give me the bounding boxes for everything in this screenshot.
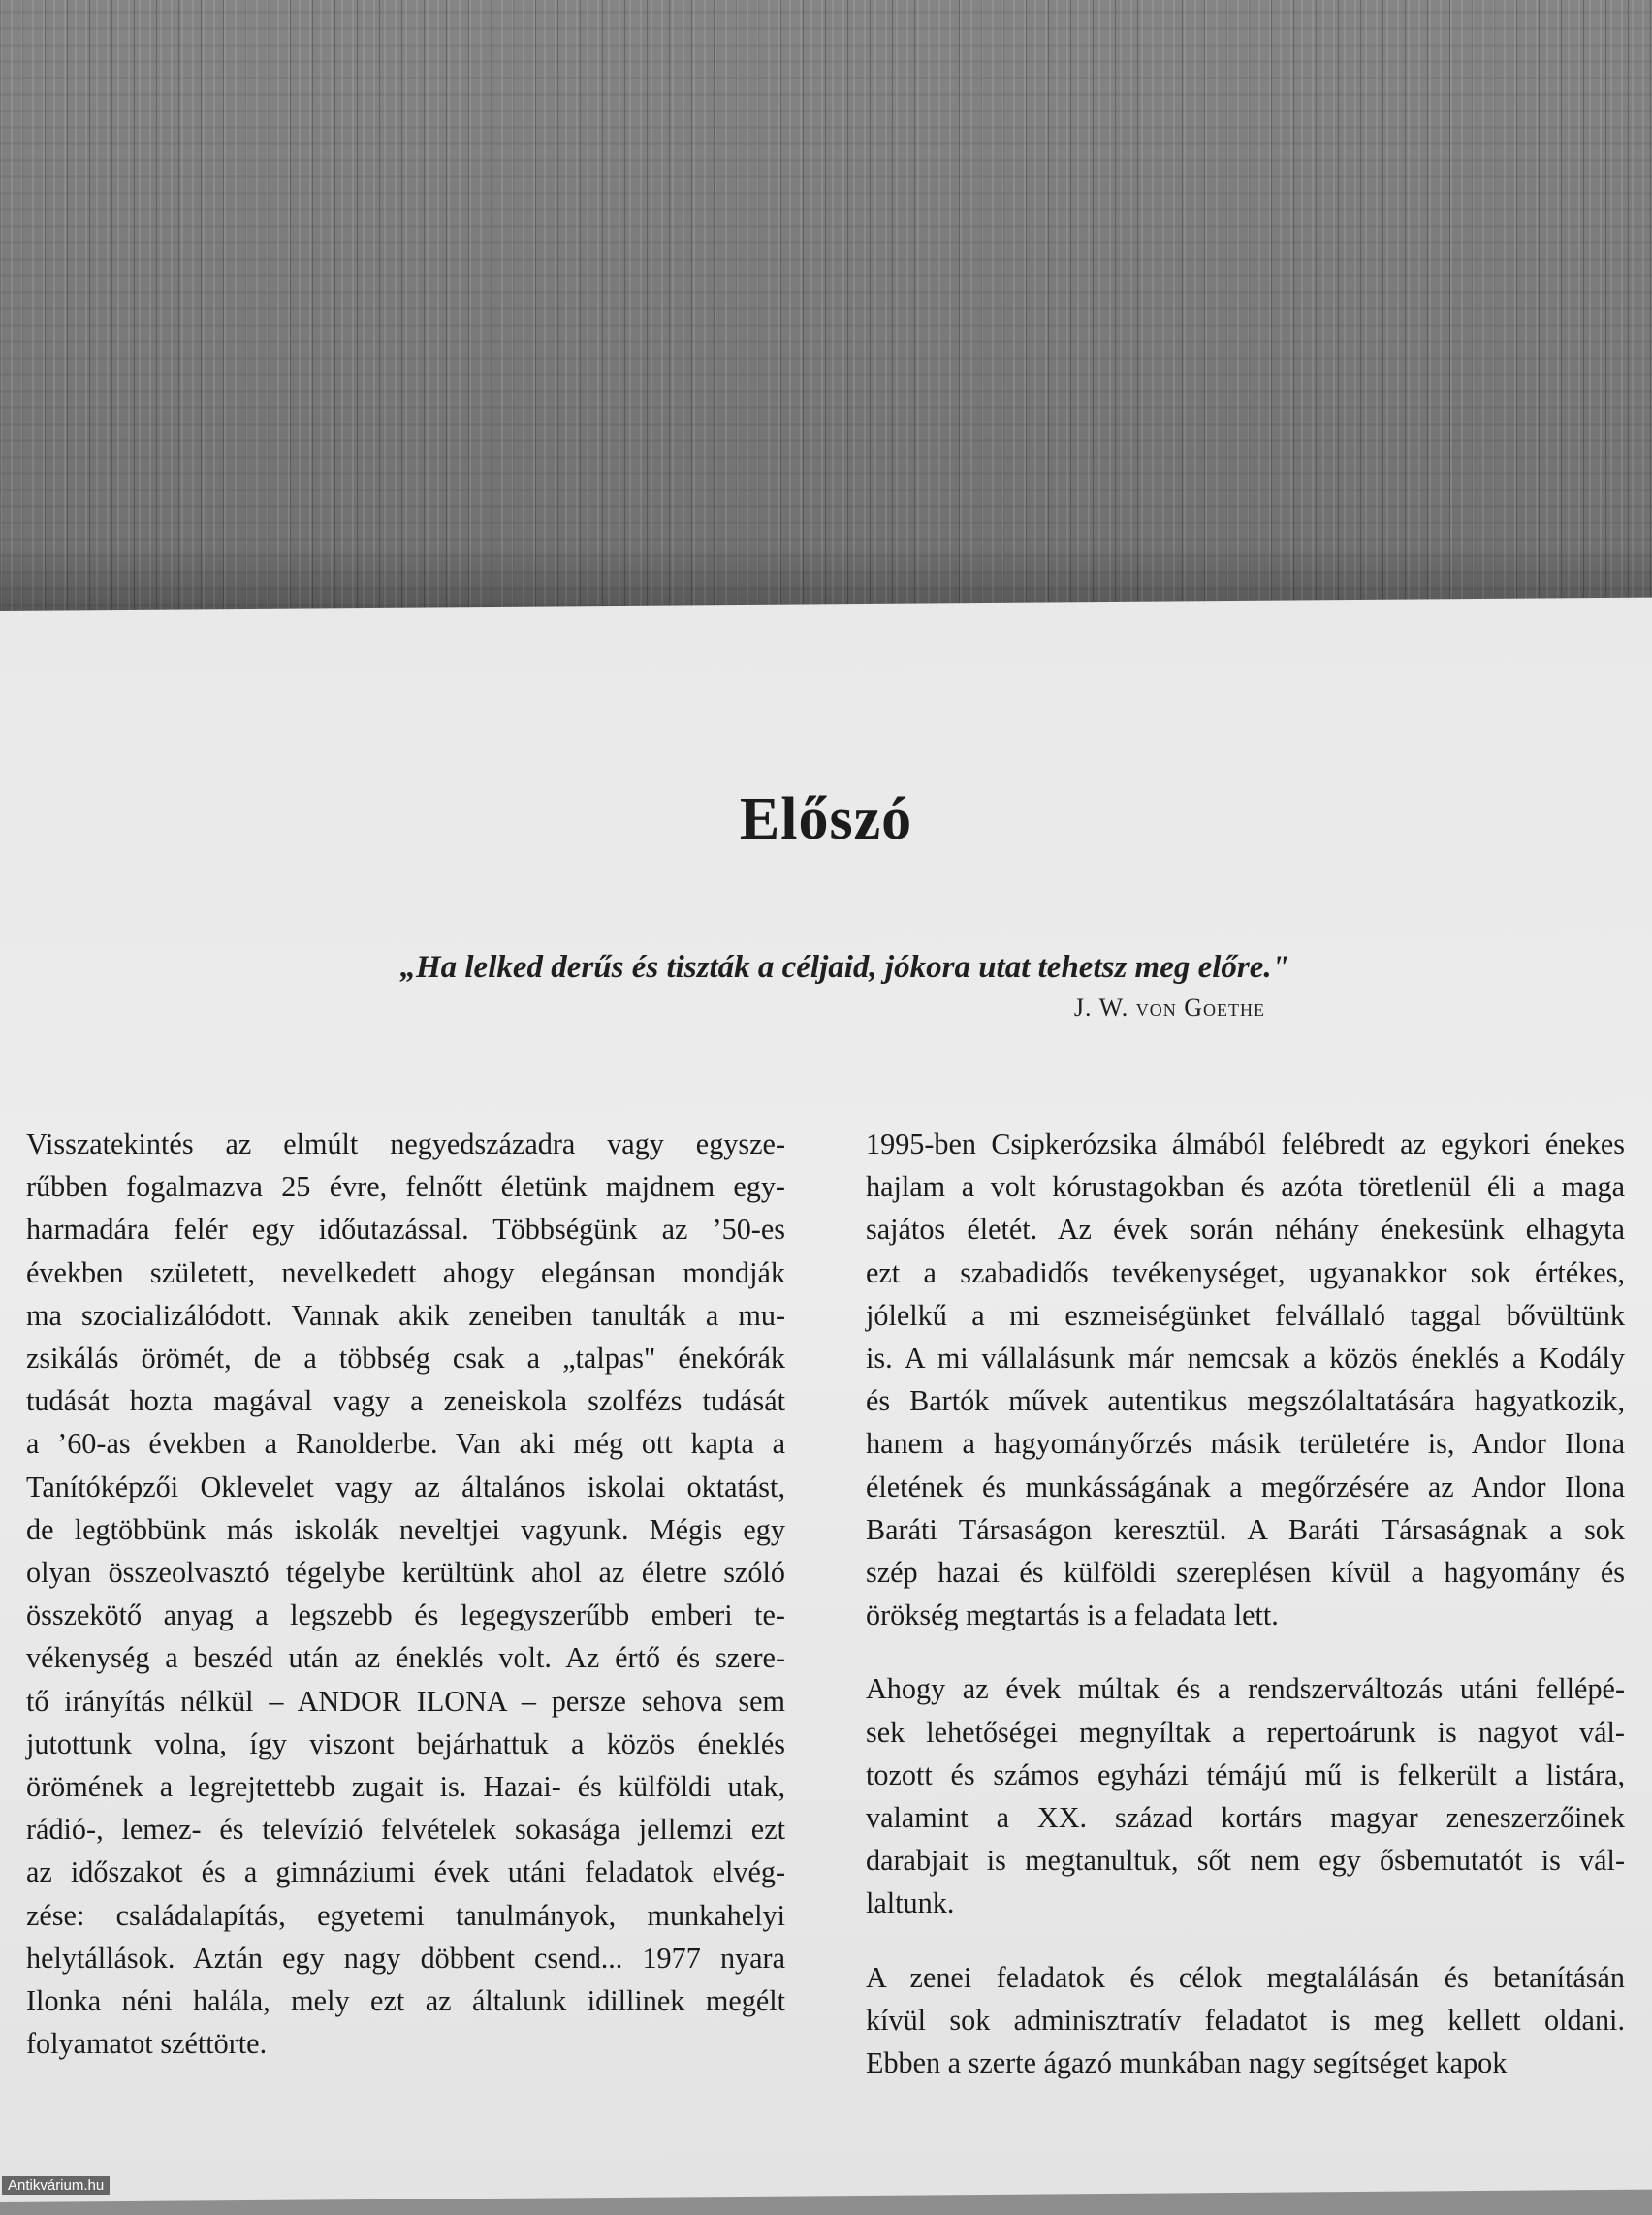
text-line: jutottunk volna, így viszont bejárhattuk a közös éneklés bbox=[26, 1726, 785, 1760]
text-line: Ahogy az évek múltak és a rendszerváltozás utáni fellépé- bbox=[866, 1672, 1625, 1706]
watermark-label: Antikvárium.hu bbox=[2, 2176, 110, 2195]
text-line: A zenei feladatok és célok megtalálásán és betanításán bbox=[866, 1960, 1625, 1994]
text-line: Tanítóképzői Oklevelet vagy az általános iskolai oktatást, bbox=[26, 1470, 785, 1503]
text-line: hanem a hagyományőrzés másik területére is, Andor Ilona bbox=[866, 1427, 1625, 1461]
text-line: összekötő anyag a legszebb és legegyszerűbb emberi te- bbox=[26, 1598, 785, 1632]
text-line: olyan összeolvasztó tégelybe kerültünk ahol az életre szóló bbox=[26, 1556, 785, 1590]
right-text-column bbox=[866, 1123, 1625, 2084]
text-line: jólelkű a mi eszmeiségünket felvállaló taggal bővültünk bbox=[866, 1298, 1625, 1332]
text-line: Ebben a szerte ágazó munkában nagy segítséget kapok bbox=[866, 2046, 1508, 2080]
page-content bbox=[0, 611, 1652, 2202]
text-line: örömének a legrejtettebb zugait is. Hazai- és külföldi utak, bbox=[26, 1770, 785, 1804]
text-line: kívül sok adminisztratív feladatot is meg kellett oldani. bbox=[866, 2003, 1625, 2037]
text-line: helytállások. Aztán egy nagy döbbent csend... 1977 nyara bbox=[26, 1941, 785, 1975]
text-line: életének és munkásságának a megőrzésére az Andor Ilona bbox=[866, 1470, 1625, 1503]
text-line: ma szocializálódott. Vannak akik zeneiben tanulták a mu- bbox=[26, 1298, 785, 1332]
text-line: az időszakot és a gimnáziumi évek utáni feladatok elvég- bbox=[26, 1855, 785, 1889]
text-line: valamint a XX. század kortárs magyar zeneszerzőinek bbox=[866, 1801, 1625, 1835]
motto-block bbox=[359, 950, 1289, 1023]
text-line: harmadára felér egy időutazással. Többségünk az ’50-es bbox=[26, 1213, 785, 1247]
text-line: sek lehetőségei megnyíltak a repertoárunk is nagyot vál- bbox=[866, 1715, 1625, 1749]
text-line: rűbben fogalmazva 25 évre, felnőtt életünk majdnem egy- bbox=[26, 1170, 785, 1204]
text-line: zése: családalapítás, egyetemi tanulmányok, munkahelyi bbox=[26, 1898, 785, 1932]
text-line: vékenység a beszéd után az éneklés volt. Az értő és szere- bbox=[26, 1641, 785, 1675]
text-line: tő irányítás nélkül – ANDOR ILONA – persze sehova sem bbox=[26, 1684, 785, 1718]
text-line: tozott és számos egyházi témájú mű is felkerült a listára, bbox=[866, 1757, 1625, 1791]
motto-author-name: von Goethe bbox=[1135, 994, 1265, 1022]
text-line: sajátos életét. Az évek során néhány énekesünk elhagyta bbox=[866, 1213, 1625, 1247]
text-line: de legtöbbünk más iskolák neveltjei vagyunk. Mégis egy bbox=[26, 1512, 785, 1546]
text-line: Ilonka néni halála, mely ezt az általunk idillinek megélt bbox=[26, 1984, 785, 2018]
text-line: szép hazai és külföldi szereplésen kívül a hagyomány és bbox=[866, 1556, 1625, 1590]
paragraph-gap bbox=[866, 1925, 1625, 1956]
text-line: években született, nevelkedett ahogy elegánsan mondják bbox=[26, 1255, 785, 1289]
text-line: is. A mi vállalásunk már nemcsak a közös éneklés a Kodály bbox=[866, 1342, 1625, 1376]
left-text-column bbox=[26, 1123, 785, 2065]
motto-author bbox=[359, 994, 1289, 1023]
text-line: tudását hozta magával vagy a zeneiskola szolfézs tudását bbox=[26, 1384, 785, 1418]
text-line: laltunk. bbox=[866, 1886, 955, 1920]
text-line: hajlam a volt kórustagokban és azóta töretlenül éli a maga bbox=[866, 1170, 1625, 1204]
motto-author-initials: J. W. bbox=[1073, 994, 1136, 1022]
text-line: ezt a szabadidős tevékenységet, ugyanakkor sok értékes, bbox=[866, 1255, 1625, 1289]
text-line: és Bartók művek autentikus megszólaltatására hagyatkozik, bbox=[866, 1384, 1625, 1418]
text-line: örökség megtartás is a feladata lett. bbox=[866, 1598, 1279, 1632]
text-line: 1995-ben Csipkerózsika álmából felébredt az egykori énekes bbox=[866, 1127, 1625, 1160]
text-line: Baráti Társaságon keresztül. A Baráti Társaságnak a sok bbox=[866, 1512, 1625, 1546]
book-page bbox=[0, 598, 1652, 2202]
text-line: folyamatot széttörte. bbox=[26, 2027, 268, 2061]
motto-quote: „Ha lelked derűs és tiszták a céljaid, jókora utat tehetsz meg előre." bbox=[399, 950, 1289, 985]
text-line: darabjait is megtanultuk, sőt nem egy ősbemutatót is vál- bbox=[866, 1844, 1625, 1878]
text-line: zsikálás örömét, de a többség csak a „talpas" énekórák bbox=[26, 1342, 785, 1376]
paragraph-gap bbox=[866, 1636, 1625, 1667]
text-line: Visszatekintés az elmúlt negyedszázadra vagy egysze- bbox=[26, 1127, 785, 1160]
page-title: Előszó bbox=[739, 786, 913, 852]
text-line: rádió-, lemez- és televízió felvételek sokasága jellemzi ezt bbox=[26, 1813, 785, 1847]
text-line: a ’60-as években a Ranolderbe. Van aki még ott kapta a bbox=[26, 1427, 785, 1461]
